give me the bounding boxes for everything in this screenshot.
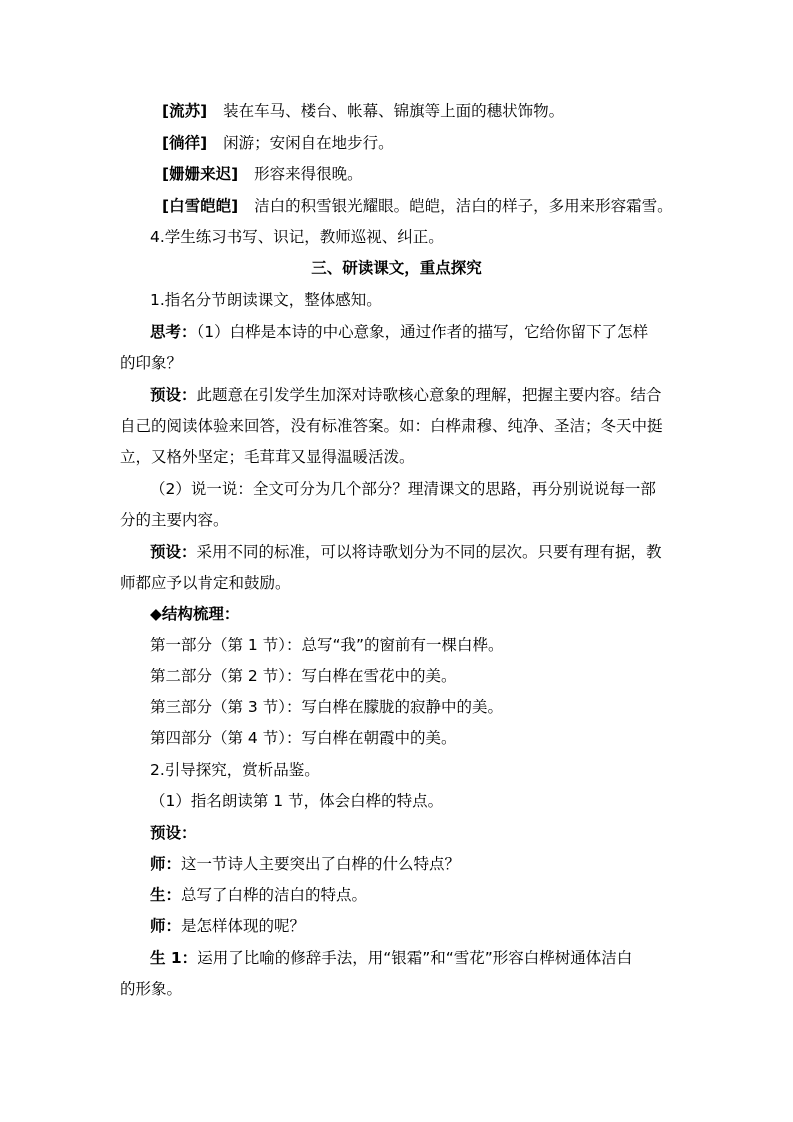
glossary-term: [徜徉] xyxy=(162,134,208,152)
answer-1-line xyxy=(150,385,662,405)
question-1-line-2: 的印象？ xyxy=(120,354,183,372)
structure-item: 第一部分（第 1 节）：总写“我”的窗前有一棵白桦。 xyxy=(150,636,504,654)
glossary-item xyxy=(162,101,564,121)
speaker-label: 生 1： xyxy=(150,949,198,967)
answer-2-text: 采用不同的标准，可以将诗歌划分为不同的层次。只要有理有据，教 xyxy=(196,543,662,561)
question-1-text: （1）白桦是本诗的中心意象，通过作者的描写，它给你留下了怎样 xyxy=(196,323,649,341)
glossary-item xyxy=(162,164,363,184)
structure-item: 第二部分（第 2 节）：写白桦在雪花中的美。 xyxy=(150,667,457,685)
glossary-term: [流苏] xyxy=(162,102,208,120)
item-2-text: 2.引导探究，赏析品鉴。 xyxy=(150,761,320,779)
think-label: 思考： xyxy=(150,323,197,341)
sub-item-1-text: （1）指名朗读第 1 节，体会白桦的特点。 xyxy=(150,792,444,810)
item-1-text: 1.指名分节朗读课文，整体感知。 xyxy=(150,291,382,309)
section-heading: 三、研读课文，重点探究 xyxy=(311,259,482,277)
step-4-text: 4.学生练习书写、识记，教师巡视、纠正。 xyxy=(150,228,444,246)
question-2-line-2: 分的主要内容。 xyxy=(120,511,229,529)
speaker-label: 师： xyxy=(150,917,182,935)
dialog-text: 总写了白桦的洁白的特点。 xyxy=(181,886,368,904)
structure-item: 第四部分（第 4 节）：写白桦在朝霞中的美。 xyxy=(150,729,457,747)
question-1-line xyxy=(150,322,648,342)
question-2-line: （2）说一说：全文可分为几个部分？理清课文的思路，再分别说说每一部 xyxy=(150,480,656,498)
glossary-term: [白雪皑皑] xyxy=(162,197,239,215)
answer-1-line-2: 自己的阅读体验来回答，没有标准答案。如：白桦肃穆、纯净、圣洁；冬天中挺 xyxy=(120,417,663,435)
answer-2-line xyxy=(150,542,662,562)
dialog-line xyxy=(150,854,460,874)
glossary-term: [姗姗来迟] xyxy=(162,165,239,183)
dialog-text: 是怎样体现的呢？ xyxy=(181,917,306,935)
structure-item: 第三部分（第 3 节）：写白桦在朦胧的寂静中的美。 xyxy=(150,698,503,716)
dialog-text: 运用了比喻的修辞手法，用“银霜”和“雪花”形容白桦树通体洁白 xyxy=(197,949,633,967)
dialog-line xyxy=(150,885,367,905)
glossary-item xyxy=(162,196,673,216)
answer-1-line-3: 立，又格外坚定；毛茸茸又显得温暖活泼。 xyxy=(120,448,415,466)
preset-label: 预设： xyxy=(150,543,197,561)
glossary-item xyxy=(162,133,394,153)
preset-label: 预设： xyxy=(150,824,197,842)
speaker-label: 师： xyxy=(150,855,182,873)
glossary-definition: 洁白的积雪银光耀眼。皑皑，洁白的样子，多用来形容霜雪。 xyxy=(254,197,673,215)
speaker-label: 生： xyxy=(150,886,182,904)
dialog-line-2: 的形象。 xyxy=(120,980,183,998)
preset-label: 预设： xyxy=(150,386,197,404)
dialog-text: 这一节诗人主要突出了白桦的什么特点？ xyxy=(181,855,461,873)
glossary-definition: 装在车马、楼台、帐幕、锦旗等上面的穗状饰物。 xyxy=(223,102,565,120)
dialog-line xyxy=(150,916,305,936)
structure-heading: ◆结构梳理： xyxy=(150,605,240,623)
answer-2-line-2: 师都应予以肯定和鼓励。 xyxy=(120,574,291,592)
dialog-line xyxy=(150,948,632,968)
answer-1-text: 此题意在引发学生加深对诗歌核心意象的理解，把握主要内容。结合 xyxy=(196,386,662,404)
glossary-definition: 形容来得很晚。 xyxy=(254,165,363,183)
glossary-definition: 闲游；安闲自在地步行。 xyxy=(223,134,394,152)
